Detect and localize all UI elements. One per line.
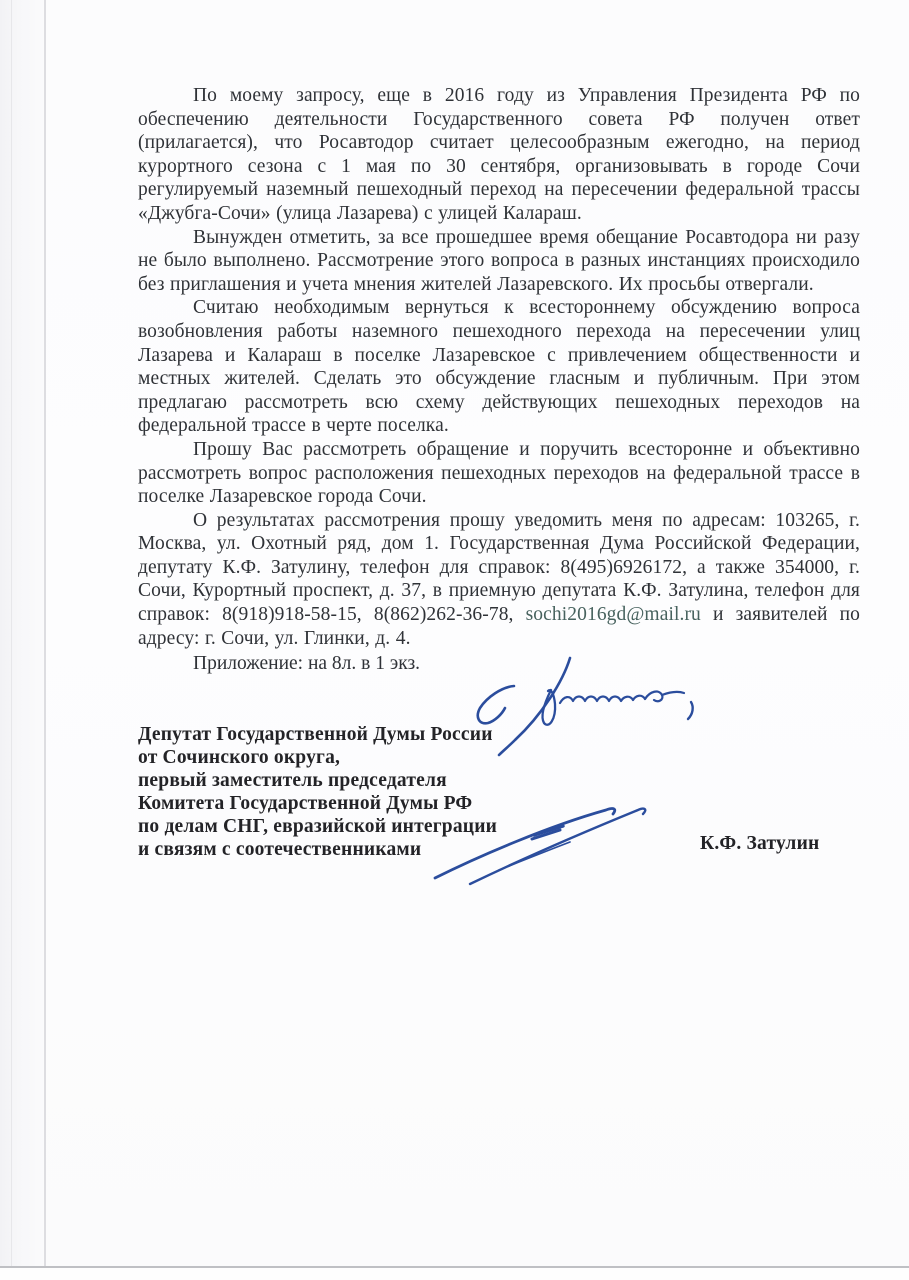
- signature-title-line-1: Депутат Государственной Думы России: [138, 724, 493, 745]
- paragraph-promise-not-fulfilled: Вынужден отметить, за все прошедшее время обещание Росавтодора ни разу не было выполнено. Рассмотрение этого вопроса в разных инстанциях происходило без приглашения и учета мнения жителей Лазаревского. Их просьбы отвергали.: [138, 226, 860, 295]
- contact-text-before-email: О результатах рассмотрения прошу уведомить меня по адресам: 103265, г. Москва, ул. Охотный ряд, дом 1. Государственная Дума Российской Федерации, депутату К.Ф. Затулину, телефон для справок: 8(495)6926172, а также 354000, г. Сочи, Курортный проспект, д. 37, в приемную депутата К.Ф. Затулина, телефон для справок: 8(918)918-58-15, 8(862)262-36-78,: [138, 509, 860, 626]
- contact-text-after-email: и заявителей по адресу: г. Сочи, ул. Глинки, д. 4.: [138, 604, 860, 649]
- signature-title-line-3: первый заместитель председателя: [138, 770, 447, 791]
- email-address: sochi2016gd@mail.ru: [525, 604, 701, 626]
- signature-title-line-6: и связям с соотечественниками: [138, 839, 422, 860]
- paragraph-contact-addresses: [138, 509, 860, 651]
- signature-title-line-5: по делам СНГ, евразийской интеграции: [138, 816, 498, 837]
- scan-edge-line-left-outer: [11, 0, 12, 1280]
- signature-ink: [424, 792, 664, 892]
- paragraph-proposal-discussion: Считаю необходимым вернуться к всестороннему обсуждению вопроса возобновления работы наземного пешеходного перехода на пересечении улиц Лазарева и Калараш в поселке Лазаревское с привлечением общественности и местных жителей. Сделать это обсуждение гласным и публичным. При этом предлагаю рассмотреть всю схему действующих пешеходных переходов на федеральной трассе в черте поселка.: [138, 297, 860, 437]
- signer-name: К.Ф. Затулин: [700, 833, 820, 854]
- signature-title-line-2: от Сочинского округа,: [138, 747, 341, 768]
- paragraph-request-review: Прошу Вас рассмотреть обращение и поручить всесторонне и объективно рассмотреть вопрос расположения пешеходных переходов на федеральной трассе в поселке Лазаревское города Сочи.: [138, 438, 860, 508]
- letter-body: [138, 84, 860, 650]
- scan-edge-line-left-inner: [44, 0, 46, 1280]
- scan-left-edge-shadow: [0, 0, 46, 1280]
- paragraph-request-2016: По моему запросу, еще в 2016 году из Управления Президента РФ по обеспечению деятельности Государственного совета РФ получен ответ (прилагается), что Росавтодор считает целесообразным ежегодно, на период курортного сезона с 1 мая по 30 сентября, организовывать в городе Сочи регулируемый наземный пешеходный переход на пересечении федеральной трассы «Джубга-Сочи» (улица Лазарева) с улицей Калараш.: [138, 85, 860, 224]
- signature-title-line-4: Комитета Государственной Думы РФ: [138, 793, 473, 814]
- scan-bottom-margin: [0, 1268, 909, 1280]
- attachment-line: Приложение: на 8л. в 1 экз.: [193, 653, 421, 674]
